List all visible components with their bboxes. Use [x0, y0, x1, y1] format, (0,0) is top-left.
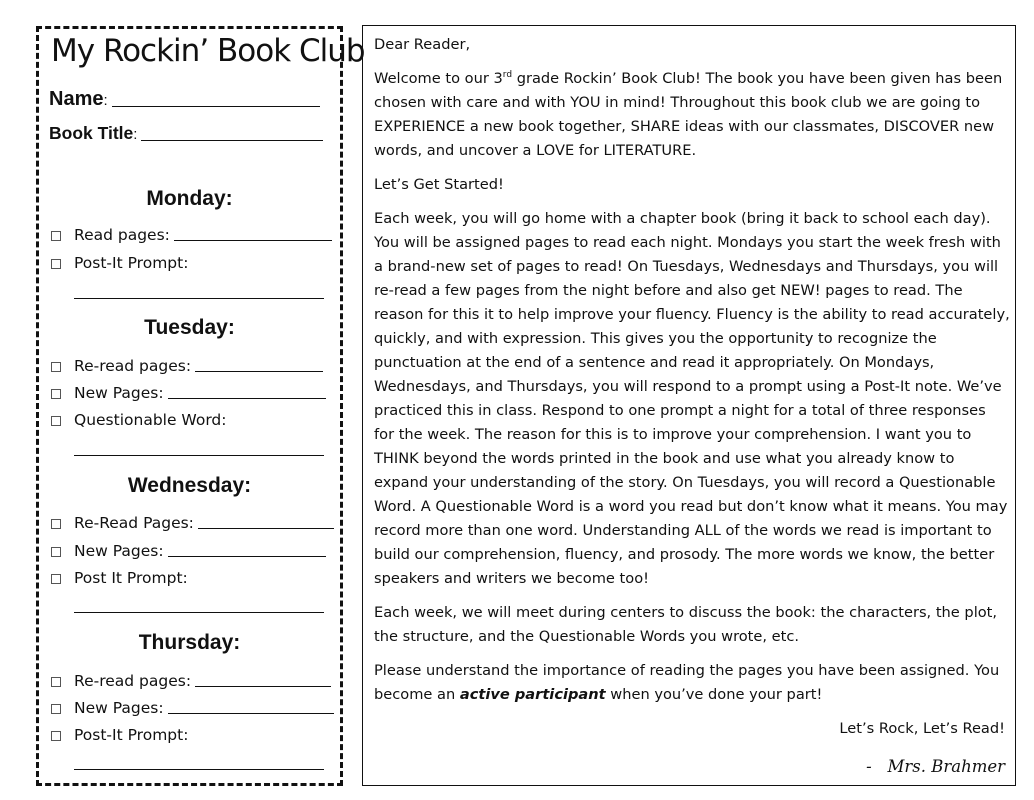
task-tuesday-word: Questionable Word:: [51, 411, 227, 429]
checkbox[interactable]: [51, 677, 61, 687]
checkbox[interactable]: [51, 704, 61, 714]
checkbox[interactable]: [51, 547, 61, 557]
answer-line: [74, 612, 324, 613]
day-heading-tuesday: Tuesday:: [144, 316, 235, 339]
task-thursday-prompt: Post-It Prompt:: [51, 726, 188, 744]
letter-paragraph-importance: Please understand the importance of reading the pages you have been assigned. You become an active participant when you’ve done your part!: [374, 662, 1000, 703]
name-line: [112, 106, 320, 107]
checkbox[interactable]: [51, 362, 61, 372]
bookmark-title: My Rockin’ Book Club: [51, 33, 365, 69]
day-heading-wednesday: Wednesday:: [127, 474, 252, 497]
letter-paragraph-welcome: Welcome to our 3rd grade Rockin’ Book Club! The book you have been given has been chosen with care and with YOU in mind! Throughout this book club we are going to EXPERIENCE a new book together, SHARE ideas with our classmates, DISCOVER new words, and uncover a LOVE for LITERATURE.: [374, 70, 1003, 159]
name-field: Name :: [49, 89, 320, 109]
letter-greeting: Dear Reader,: [374, 36, 471, 53]
checkbox[interactable]: [51, 731, 61, 741]
task-tuesday-reread: Re-read pages:: [51, 357, 323, 375]
letter-signature: - Mrs. Brahmer: [866, 757, 1005, 776]
checkbox[interactable]: [51, 389, 61, 399]
task-tuesday-new: New Pages:: [51, 384, 326, 402]
book-club-bookmark: [36, 26, 365, 786]
task-wednesday-reread: Re-Read Pages:: [51, 514, 334, 532]
letter-paragraph-instructions: Each week, you will go home with a chapter book (bring it back to school each day). You will be assigned pages to read each night. Mondays you start the week fresh with a brand-new set of pages to read! On Tuesdays, Wednesdays and Thursdays, you will re-read a few pages from the night before and also get NEW! pages to read. The reason for this it to help improve your fluency. Fluency is the ability to read accurately, quickly, and with expression. This gives you the opportunity to recognize the punctuation at the end of a sentence and read it appropriately. On Mondays, Wednesdays, and Thursdays, you will respond to a prompt using a Post-It note. We’ve practiced this in class. Respond to one prompt a night for a total of three responses for the week. The reason for this is to improve your comprehension. I want you to THINK beyond the words printed in the book and use what you already know to expand your understanding of the story. On Tuesdays, you will record a Questionable Word. A Questionable Word is a word you read but don’t know what it means. You may record more than one word. Understanding ALL of the words we read is important to build our comprehension, fluency, and prosody. The more words we know, the better speakers and writers we become too!: [374, 210, 1010, 587]
task-thursday-reread: Re-read pages:: [51, 672, 331, 690]
name-label: Name: [49, 88, 104, 110]
letter-panel: [362, 25, 1016, 786]
checkbox[interactable]: [51, 574, 61, 584]
book-title-line: [141, 140, 323, 141]
book-title-field: Book Title :: [49, 125, 323, 143]
letter-paragraph-started: Let’s Get Started!: [374, 176, 504, 193]
checkbox[interactable]: [51, 519, 61, 529]
answer-line: [74, 769, 324, 770]
answer-line: [74, 455, 324, 456]
book-title-label: Book Title: [49, 123, 134, 143]
checkbox[interactable]: [51, 231, 61, 241]
checkbox[interactable]: [51, 416, 61, 426]
letter-body: [374, 33, 1010, 717]
task-thursday-new: New Pages:: [51, 699, 334, 717]
answer-line: [74, 298, 324, 299]
task-monday-read: Read pages:: [51, 226, 332, 244]
letter-signoff: Let’s Rock, Let’s Read!: [839, 720, 1005, 737]
task-wednesday-prompt: Post It Prompt:: [51, 569, 188, 587]
task-wednesday-new: New Pages:: [51, 542, 326, 560]
letter-paragraph-centers: Each week, we will meet during centers to discuss the book: the characters, the plot, the structure, and the Questionable Words you wrote, etc.: [374, 604, 998, 645]
day-heading-thursday: Thursday:: [138, 631, 241, 654]
task-monday-prompt: Post-It Prompt:: [51, 254, 188, 272]
checkbox[interactable]: [51, 259, 61, 269]
day-heading-monday: Monday:: [146, 187, 233, 210]
